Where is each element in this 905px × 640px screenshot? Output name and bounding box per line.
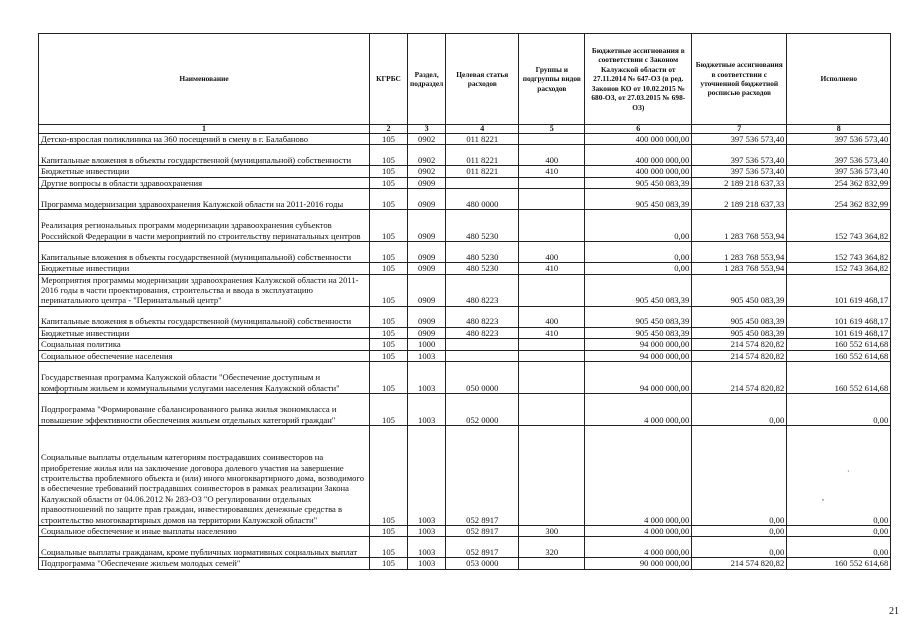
col-budget-refined-header: Бюджетные ассигнования в соответствии с уточненной бюджетной росписью расходов — [692, 34, 787, 125]
row-expense-group — [519, 274, 585, 306]
header-row — [39, 34, 891, 125]
col-ispolneno-header: Исполнено — [787, 34, 891, 125]
row-executed: 160 552 614,68 — [787, 362, 891, 394]
col-number: 3 — [408, 125, 446, 134]
row-expense-group — [519, 350, 585, 361]
row-name: Программа модернизации здравоохранения Калужской области на 2011-2016 годы — [39, 189, 370, 210]
row-budget-law: 400 000 000,00 — [585, 145, 692, 166]
row-expense-group: 300 — [519, 526, 585, 537]
row-executed: 397 536 573,40 — [787, 166, 891, 177]
row-budget-refined: 905 450 083,39 — [692, 327, 787, 338]
row-target-article: 480 5230 — [446, 263, 519, 274]
row-kgrbs: 105 — [370, 327, 408, 338]
table-row — [39, 537, 891, 558]
table-row — [39, 166, 891, 177]
col-number: 6 — [585, 125, 692, 134]
row-expense-group: 410 — [519, 263, 585, 274]
scan-mark: · — [847, 467, 850, 476]
row-name: Государственная программа Калужской области "Обеспечение доступным и комфортным жильем и коммунальными услугами населения Калужской области" — [39, 362, 370, 394]
row-kgrbs: 105 — [370, 306, 408, 327]
row-budget-law: 400 000 000,00 — [585, 134, 692, 145]
row-target-article: 050 0000 — [446, 362, 519, 394]
col-razdel-header: Раздел, подраздел — [408, 34, 446, 125]
row-budget-refined: 0,00 — [692, 394, 787, 426]
row-executed: 152 743 364,82 — [787, 263, 891, 274]
table-row — [39, 526, 891, 537]
row-budget-refined: 397 536 573,40 — [692, 145, 787, 166]
row-executed: 160 552 614,68 — [787, 350, 891, 361]
row-razdel: 0909 — [408, 189, 446, 210]
row-expense-group — [519, 134, 585, 145]
row-executed: 397 536 573,40 — [787, 134, 891, 145]
row-kgrbs: 105 — [370, 426, 408, 526]
row-executed: 152 743 364,82 — [787, 242, 891, 263]
row-budget-law: 4 000 000,00 — [585, 426, 692, 526]
row-name: Бюджетные инвестиции — [39, 327, 370, 338]
row-kgrbs: 105 — [370, 394, 408, 426]
table-row — [39, 350, 891, 361]
row-kgrbs: 105 — [370, 339, 408, 350]
row-executed: 101 619 468,17 — [787, 327, 891, 338]
row-name: Бюджетные инвестиции — [39, 263, 370, 274]
row-expense-group — [519, 558, 585, 569]
row-budget-law: 905 450 083,39 — [585, 177, 692, 188]
table-row — [39, 134, 891, 145]
row-name: Социальная политика — [39, 339, 370, 350]
row-razdel: 1003 — [408, 362, 446, 394]
row-budget-refined: 214 574 820,82 — [692, 362, 787, 394]
row-kgrbs: 105 — [370, 274, 408, 306]
row-name: Реализация региональных программ модернизации здравоохранения субъектов Российской Федерации в части мероприятий по строительству перинатальных центров — [39, 210, 370, 242]
row-budget-law: 4 000 000,00 — [585, 394, 692, 426]
row-target-article: 480 5230 — [446, 210, 519, 242]
table-row — [39, 145, 891, 166]
row-budget-law: 94 000 000,00 — [585, 350, 692, 361]
row-target-article: 480 8223 — [446, 327, 519, 338]
row-razdel: 1003 — [408, 537, 446, 558]
table-row — [39, 177, 891, 188]
col-budget-law-header: Бюджетные ассигнования в соответствии с Законом Калужской области от 27.11.2014 № 647-ОЗ (в ред. Законов КО от 10.02.2015 № 680-ОЗ, от 27.03.2015 № 698-ОЗ) — [585, 34, 692, 125]
row-budget-refined: 0,00 — [692, 526, 787, 537]
row-budget-refined: 905 450 083,39 — [692, 274, 787, 306]
row-budget-law: 905 450 083,39 — [585, 189, 692, 210]
row-name: Капитальные вложения в объекты государственной (муниципальной) собственности — [39, 306, 370, 327]
row-executed: 160 552 614,68 — [787, 339, 891, 350]
row-budget-law: 4 000 000,00 — [585, 537, 692, 558]
row-budget-law: 400 000 000,00 — [585, 166, 692, 177]
row-kgrbs: 105 — [370, 134, 408, 145]
row-budget-law: 4 000 000,00 — [585, 526, 692, 537]
row-expense-group — [519, 394, 585, 426]
row-target-article: 053 0000 — [446, 558, 519, 569]
scan-mark: , — [822, 493, 824, 502]
table-row — [39, 189, 891, 210]
row-kgrbs: 105 — [370, 145, 408, 166]
row-executed: 101 619 468,17 — [787, 306, 891, 327]
row-razdel: 0909 — [408, 263, 446, 274]
row-budget-refined: 397 536 573,40 — [692, 134, 787, 145]
row-target-article: 011 8221 — [446, 166, 519, 177]
row-razdel: 1003 — [408, 350, 446, 361]
row-name: Социальные выплаты отдельным категориям пострадавших соинвесторов на приобретение жилья или на заключение договора долевого участия на завершение строительства проблемного объекта и (или) иного многоквартирного дома, возводимого в обеспечение требований пострадавших соинвесторов в рамках реализации Закона Калужской области от 04.06.2012 № 283-ОЗ "О регулировании отдельных правоотношений по защите прав граждан, инвестировавших денежные средства в строительство многоквартирных домов на территории Калужской области" — [39, 426, 370, 526]
budget-table — [38, 33, 891, 570]
row-target-article: 011 8221 — [446, 145, 519, 166]
row-razdel: 1000 — [408, 339, 446, 350]
row-target-article: 480 8223 — [446, 274, 519, 306]
row-executed: 101 619 468,17 — [787, 274, 891, 306]
row-razdel: 0909 — [408, 306, 446, 327]
row-kgrbs: 105 — [370, 189, 408, 210]
row-target-article: 052 8917 — [446, 426, 519, 526]
row-expense-group — [519, 426, 585, 526]
row-executed: 254 362 832,99 — [787, 189, 891, 210]
col-tselevaya-header: Целевая статья расходов — [446, 34, 519, 125]
row-name: Бюджетные инвестиции — [39, 166, 370, 177]
row-razdel: 0902 — [408, 166, 446, 177]
row-executed: 0,00 — [787, 426, 891, 526]
row-expense-group — [519, 362, 585, 394]
row-executed: 152 743 364,82 — [787, 210, 891, 242]
table-row — [39, 394, 891, 426]
row-razdel: 0909 — [408, 242, 446, 263]
row-target-article: 011 8221 — [446, 134, 519, 145]
row-budget-refined: 397 536 573,40 — [692, 166, 787, 177]
row-budget-refined: 1 283 768 553,94 — [692, 263, 787, 274]
table-row — [39, 339, 891, 350]
row-razdel: 0902 — [408, 134, 446, 145]
row-executed: 0,00 — [787, 537, 891, 558]
row-name: Капитальные вложения в объекты государственной (муниципальной) собственности — [39, 145, 370, 166]
row-razdel: 1003 — [408, 394, 446, 426]
row-kgrbs: 105 — [370, 350, 408, 361]
table-row — [39, 210, 891, 242]
row-kgrbs: 105 — [370, 177, 408, 188]
row-razdel: 0909 — [408, 327, 446, 338]
row-budget-refined: 2 189 218 637,33 — [692, 189, 787, 210]
row-budget-law: 94 000 000,00 — [585, 339, 692, 350]
table-row — [39, 327, 891, 338]
table-row — [39, 362, 891, 394]
row-name: Подпрограмма "Формирование сбалансированного рынка жилья экономкласса и повышение эффективности обеспечения жильем отдельных категорий граждан" — [39, 394, 370, 426]
row-expense-group — [519, 177, 585, 188]
col-number: 2 — [370, 125, 408, 134]
row-kgrbs: 105 — [370, 210, 408, 242]
row-name: Другие вопросы в области здравоохранения — [39, 177, 370, 188]
row-executed: 254 362 832,99 — [787, 177, 891, 188]
page-number: 21 — [889, 606, 899, 617]
row-budget-refined: 2 189 218 637,33 — [692, 177, 787, 188]
row-expense-group: 320 — [519, 537, 585, 558]
row-target-article: 480 8223 — [446, 306, 519, 327]
row-budget-refined: 0,00 — [692, 426, 787, 526]
row-name: Детско-взрослая поликлиника на 360 посещений в смену в г. Балабаново — [39, 134, 370, 145]
row-budget-law: 905 450 083,39 — [585, 274, 692, 306]
row-budget-refined: 214 574 820,82 — [692, 558, 787, 569]
row-razdel: 0909 — [408, 210, 446, 242]
row-razdel: 0902 — [408, 145, 446, 166]
row-expense-group: 410 — [519, 327, 585, 338]
row-budget-law: 90 000 000,00 — [585, 558, 692, 569]
row-budget-law: 0,00 — [585, 210, 692, 242]
row-name: Мероприятия программы модернизации здравоохранения Калужской области на 2011-2016 годы в части проектирования, строительства и ввода в эксплуатацию перинатального центра - "Перинатальный центр" — [39, 274, 370, 306]
col-number: 4 — [446, 125, 519, 134]
row-expense-group — [519, 189, 585, 210]
row-budget-refined: 1 283 768 553,94 — [692, 210, 787, 242]
row-budget-refined: 214 574 820,82 — [692, 339, 787, 350]
row-budget-law: 0,00 — [585, 242, 692, 263]
row-kgrbs: 105 — [370, 263, 408, 274]
table-row — [39, 274, 891, 306]
row-kgrbs: 105 — [370, 537, 408, 558]
row-target-article — [446, 350, 519, 361]
table-row — [39, 558, 891, 569]
col-name-header: Наименование — [39, 34, 370, 125]
row-budget-law: 94 000 000,00 — [585, 362, 692, 394]
col-number: 1 — [39, 125, 370, 134]
row-razdel: 1003 — [408, 558, 446, 569]
row-kgrbs: 105 — [370, 166, 408, 177]
row-razdel: 0909 — [408, 177, 446, 188]
row-target-article — [446, 177, 519, 188]
row-target-article: 052 0000 — [446, 394, 519, 426]
row-budget-refined: 1 283 768 553,94 — [692, 242, 787, 263]
col-number: 8 — [787, 125, 891, 134]
row-kgrbs: 105 — [370, 362, 408, 394]
row-name: Социальное обеспечение и иные выплаты населению — [39, 526, 370, 537]
row-target-article: 480 0000 — [446, 189, 519, 210]
row-kgrbs: 105 — [370, 558, 408, 569]
table-row — [39, 426, 891, 526]
column-numbers-row — [39, 125, 891, 134]
row-executed: 160 552 614,68 — [787, 558, 891, 569]
row-target-article: 052 8917 — [446, 526, 519, 537]
table-row — [39, 242, 891, 263]
row-expense-group: 410 — [519, 166, 585, 177]
row-budget-law: 905 450 083,39 — [585, 306, 692, 327]
row-name: Социальные выплаты гражданам, кроме публичных нормативных социальных выплат — [39, 537, 370, 558]
row-target-article: 480 5230 — [446, 242, 519, 263]
row-kgrbs: 105 — [370, 242, 408, 263]
row-expense-group — [519, 210, 585, 242]
row-executed: 397 536 573,40 — [787, 145, 891, 166]
row-budget-law: 905 450 083,39 — [585, 327, 692, 338]
table-row — [39, 306, 891, 327]
row-expense-group: 400 — [519, 306, 585, 327]
row-name: Капитальные вложения в объекты государственной (муниципальной) собственности — [39, 242, 370, 263]
col-kgrbs-header: КГРБС — [370, 34, 408, 125]
row-executed: 0,00 — [787, 394, 891, 426]
row-name: Подпрограмма "Обеспечение жильем молодых семей" — [39, 558, 370, 569]
row-executed: 0,00 — [787, 526, 891, 537]
col-gruppy-header: Группы и подгруппы видов расходов — [519, 34, 585, 125]
row-target-article — [446, 339, 519, 350]
row-expense-group: 400 — [519, 242, 585, 263]
row-budget-refined: 905 450 083,39 — [692, 306, 787, 327]
table-row — [39, 263, 891, 274]
row-budget-law: 0,00 — [585, 263, 692, 274]
row-razdel: 1003 — [408, 526, 446, 537]
row-target-article: 052 8917 — [446, 537, 519, 558]
row-expense-group — [519, 339, 585, 350]
row-budget-refined: 0,00 — [692, 537, 787, 558]
row-name: Социальное обеспечение населения — [39, 350, 370, 361]
row-kgrbs: 105 — [370, 526, 408, 537]
row-expense-group: 400 — [519, 145, 585, 166]
row-razdel: 0909 — [408, 274, 446, 306]
row-razdel: 1003 — [408, 426, 446, 526]
col-number: 7 — [692, 125, 787, 134]
col-number: 5 — [519, 125, 585, 134]
row-budget-refined: 214 574 820,82 — [692, 350, 787, 361]
